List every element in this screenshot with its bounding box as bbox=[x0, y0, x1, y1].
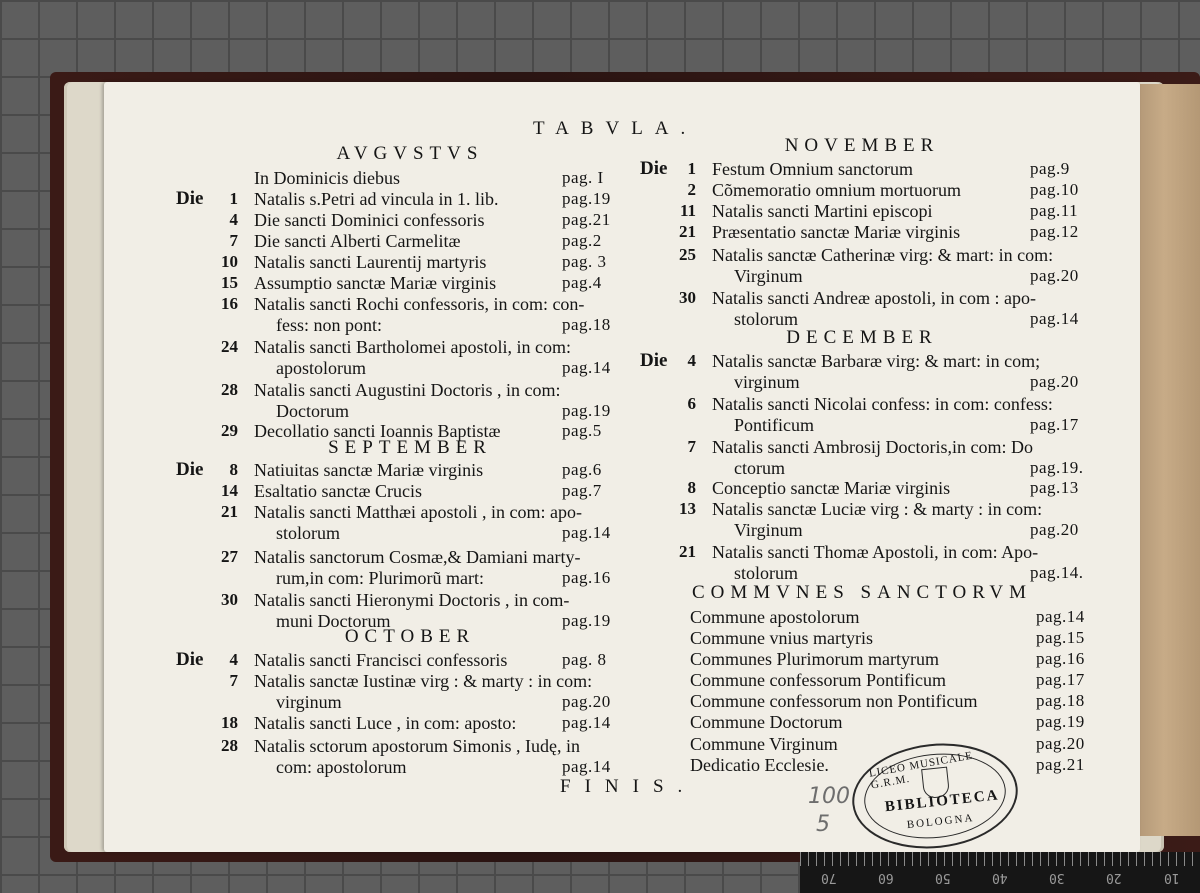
page-reference: pag.14 bbox=[562, 757, 611, 776]
entry-text: Natalis sancti Martini episcopi bbox=[712, 201, 933, 221]
entry-text: Natalis sanctæ Barbaræ virg: & mart: in com; bbox=[712, 351, 1041, 371]
day-number: 15 bbox=[221, 273, 238, 292]
ruler-label: 60 bbox=[877, 870, 894, 885]
page-reference: pag.19 bbox=[562, 189, 611, 208]
entry-text-continued: muni Doctorum bbox=[276, 611, 391, 631]
page-reference: pag.19 bbox=[1036, 712, 1085, 731]
entry-text: Die sancti Alberti Carmelitæ bbox=[254, 231, 461, 251]
entry-text: Natalis s.Petri ad vincula in 1. lib. bbox=[254, 189, 499, 209]
entry-text: Præsentatio sanctæ Mariæ virginis bbox=[712, 222, 961, 242]
day-number: 27 bbox=[221, 547, 238, 566]
page-reference: pag.14 bbox=[1030, 309, 1079, 328]
page-reference: pag.20 bbox=[1030, 372, 1079, 391]
entry-text-continued: Pontificum bbox=[734, 415, 814, 435]
month-heading: AVGVSTVS bbox=[336, 143, 484, 164]
die-label: Die bbox=[176, 459, 204, 480]
ruler-numbers bbox=[800, 870, 1200, 885]
page-reference: pag.19 bbox=[562, 611, 611, 630]
page-reference: pag.14 bbox=[1036, 607, 1085, 626]
entry-text-continued: ctorum bbox=[734, 458, 785, 478]
entry-text: Natalis sancti Augustini Doctoris , in com: bbox=[254, 380, 561, 400]
entry-text: Commune confessorum Pontificum bbox=[690, 670, 946, 690]
day-number: 7 bbox=[229, 231, 238, 250]
page-reference: pag.9 bbox=[1030, 159, 1070, 178]
page-reference: pag.20 bbox=[562, 692, 611, 711]
ruler-label: 40 bbox=[992, 870, 1008, 885]
day-number: 2 bbox=[687, 180, 696, 199]
entry-text: Natalis sancti Thomæ Apostoli, in com: Apo- bbox=[712, 542, 1039, 562]
day-number: 28 bbox=[221, 380, 238, 399]
entry-text: Esaltatio sanctæ Crucis bbox=[254, 481, 422, 501]
entry-text: Commune confessorum non Pontificum bbox=[690, 691, 978, 711]
ruler-label: 70 bbox=[820, 870, 837, 885]
entry-text-continued: stolorum bbox=[734, 309, 799, 329]
month-heading: NOVEMBER bbox=[784, 135, 940, 156]
die-label: Die bbox=[176, 188, 204, 209]
entry-text: Natalis sancti Luce , in com: aposto: bbox=[254, 713, 517, 733]
entry-text: Natalis sanctæ Catherinæ virg: & mart: in com: bbox=[712, 245, 1054, 265]
entry-text: Natalis sancti Nicolai confess: in com: confess: bbox=[712, 394, 1053, 414]
entry-text: Natalis sancti Laurentij martyris bbox=[254, 252, 487, 272]
month-heading: COMMVNES SANCTORVM bbox=[692, 582, 1032, 603]
page-reference: pag. 3 bbox=[562, 252, 607, 271]
entry-text: Cõmemoratio omnium mortuorum bbox=[712, 180, 961, 200]
page-reference: pag.19 bbox=[562, 401, 611, 420]
ruler-ticks bbox=[800, 852, 1200, 866]
day-number: 7 bbox=[687, 437, 696, 456]
page-reference: pag.14 bbox=[562, 358, 611, 377]
library-stamp bbox=[847, 736, 1023, 857]
day-number: 1 bbox=[229, 189, 238, 208]
day-number: 13 bbox=[679, 499, 696, 518]
stamp-text-bot: BOLOGNA bbox=[906, 812, 975, 832]
entry-text: Die sancti Dominici confessoris bbox=[254, 210, 485, 230]
entry-text-continued: virginum bbox=[276, 692, 342, 712]
stamp-text-mid: BIBLIOTECA bbox=[884, 787, 1001, 816]
entry-text: Natalis sancti Ambrosij Doctoris,in com: Do bbox=[712, 437, 1033, 457]
entry-text: Commune Doctorum bbox=[690, 712, 843, 732]
entry-text-continued: Doctorum bbox=[276, 401, 349, 421]
page-reference: pag.14 bbox=[562, 713, 611, 732]
day-number: 10 bbox=[221, 252, 238, 271]
entry-text-continued: com: apostolorum bbox=[276, 757, 407, 777]
day-number: 30 bbox=[679, 288, 696, 307]
page-reference: pag.14 bbox=[562, 523, 611, 542]
page-reference: pag.5 bbox=[562, 421, 602, 440]
page-reference: pag.18 bbox=[1036, 691, 1085, 710]
finis-label: FINIS. bbox=[560, 776, 697, 797]
page-title: TABVLA. bbox=[533, 118, 698, 139]
page-reference: pag.11 bbox=[1030, 201, 1079, 220]
day-number: 16 bbox=[221, 294, 238, 313]
entry-text: In Dominicis diebus bbox=[254, 168, 400, 188]
page-reference: pag.6 bbox=[562, 460, 602, 479]
pencil-mark: 100 bbox=[808, 784, 850, 809]
entry-text: Natalis sanctorum Cosmæ,& Damiani marty- bbox=[254, 547, 581, 567]
entry-text: Decollatio sancti Ioannis Baptistæ bbox=[254, 421, 501, 441]
entry-text-continued: virginum bbox=[734, 372, 800, 392]
entry-text-continued: stolorum bbox=[276, 523, 341, 543]
page-reference: pag.2 bbox=[562, 231, 602, 250]
entry-text: Festum Omnium sanctorum bbox=[712, 159, 913, 179]
entry-text-continued: stolorum bbox=[734, 563, 799, 583]
page-reference: pag.19. bbox=[1030, 458, 1084, 477]
day-number: 21 bbox=[221, 502, 238, 521]
page-reference: pag.10 bbox=[1030, 180, 1079, 199]
page-reference: pag.17 bbox=[1036, 670, 1085, 689]
day-number: 14 bbox=[221, 481, 238, 500]
die-label: Die bbox=[640, 158, 668, 179]
entry-text-continued: Virginum bbox=[734, 520, 803, 540]
day-number: 18 bbox=[221, 713, 238, 732]
entry-text: Natiuitas sanctæ Mariæ virginis bbox=[254, 460, 484, 480]
page-reference: pag.17 bbox=[1030, 415, 1079, 434]
page-reference: pag.20 bbox=[1036, 734, 1085, 753]
entry-text-continued: apostolorum bbox=[276, 358, 366, 378]
day-number: 4 bbox=[229, 210, 238, 229]
scale-ruler bbox=[800, 852, 1200, 893]
page-reference: pag.12 bbox=[1030, 222, 1079, 241]
die-label: Die bbox=[640, 350, 668, 371]
page-reference: pag.16 bbox=[1036, 649, 1085, 668]
stamp-text-top: LICEO MUSICALE G.R.M. bbox=[868, 749, 974, 792]
page-reference: pag.4 bbox=[562, 273, 602, 292]
day-number: 8 bbox=[687, 478, 696, 497]
ruler-label: 20 bbox=[1106, 870, 1123, 885]
day-number: 1 bbox=[687, 159, 696, 178]
entry-text: Natalis sanctæ Iustinæ virg : & marty : in com: bbox=[254, 671, 593, 691]
day-number: 21 bbox=[679, 222, 696, 241]
entry-text: Conceptio sanctæ Mariæ virginis bbox=[712, 478, 951, 498]
entry-text: Communes Plurimorum martyrum bbox=[690, 649, 939, 669]
page-reference: pag.7 bbox=[562, 481, 602, 500]
page-reference: pag. I bbox=[562, 168, 604, 187]
entry-text: Natalis sancti Bartholomei apostoli, in com: bbox=[254, 337, 571, 357]
pencil-mark: 5 bbox=[816, 812, 830, 837]
page-reference: pag.15 bbox=[1036, 628, 1085, 647]
page-reference: pag.21 bbox=[1036, 755, 1085, 774]
entry-text: Natalis sancti Matthæi apostoli , in com: apo- bbox=[254, 502, 582, 522]
entry-text: Natalis sancti Hieronymi Doctoris , in com- bbox=[254, 590, 570, 610]
entry-text: Commune vnius martyris bbox=[690, 628, 873, 648]
ruler-label: 50 bbox=[935, 870, 951, 885]
entry-text-continued: Virginum bbox=[734, 266, 803, 286]
day-number: 4 bbox=[229, 650, 238, 669]
page-reference: pag. 8 bbox=[562, 650, 607, 669]
day-number: 24 bbox=[221, 337, 238, 356]
day-number: 30 bbox=[221, 590, 238, 609]
page-reference: pag.20 bbox=[1030, 520, 1079, 539]
page-reference: pag.20 bbox=[1030, 266, 1079, 285]
page-reference: pag.13 bbox=[1030, 478, 1079, 497]
month-heading: DECEMBER bbox=[786, 327, 938, 348]
page-reference: pag.18 bbox=[562, 315, 611, 334]
entry-text: Natalis sctorum apostorum Simonis , Iudę, in bbox=[254, 736, 580, 756]
day-number: 4 bbox=[687, 351, 696, 370]
entry-text: Natalis sanctæ Luciæ virg : & marty : in com: bbox=[712, 499, 1043, 519]
day-number: 29 bbox=[221, 421, 238, 440]
entry-text: Assumptio sanctæ Mariæ virginis bbox=[254, 273, 497, 293]
die-label: Die bbox=[176, 649, 204, 670]
month-heading: OCTOBER bbox=[344, 626, 476, 647]
entry-text: Natalis sancti Francisci confessoris bbox=[254, 650, 508, 670]
entry-text: Natalis sancti Andreæ apostoli, in com : apo- bbox=[712, 288, 1036, 308]
page-reference: pag.16 bbox=[562, 568, 611, 587]
page-reference: pag.21 bbox=[562, 210, 611, 229]
day-number: 21 bbox=[679, 542, 696, 561]
entry-text-continued: fess: non pont: bbox=[276, 315, 382, 335]
month-heading: SEPTEMBER bbox=[328, 437, 492, 458]
day-number: 11 bbox=[679, 201, 696, 220]
entry-text: Natalis sancti Rochi confessoris, in com: con- bbox=[254, 294, 585, 314]
entry-text: Commune apostolorum bbox=[690, 607, 860, 627]
book-page bbox=[104, 82, 1140, 852]
ruler-label: 30 bbox=[1049, 870, 1065, 885]
entry-text-continued: rum,in com: Plurimorũ mart: bbox=[276, 568, 484, 588]
day-number: 25 bbox=[679, 245, 696, 264]
day-number: 8 bbox=[229, 460, 238, 479]
entry-text: Commune Virginum bbox=[690, 734, 838, 754]
day-number: 6 bbox=[687, 394, 696, 413]
ruler-label: 10 bbox=[1163, 870, 1180, 885]
page-reference: pag.14. bbox=[1030, 563, 1084, 582]
day-number: 28 bbox=[221, 736, 238, 755]
day-number: 7 bbox=[229, 671, 238, 690]
entry-text: Dedicatio Ecclesie. bbox=[690, 755, 829, 775]
